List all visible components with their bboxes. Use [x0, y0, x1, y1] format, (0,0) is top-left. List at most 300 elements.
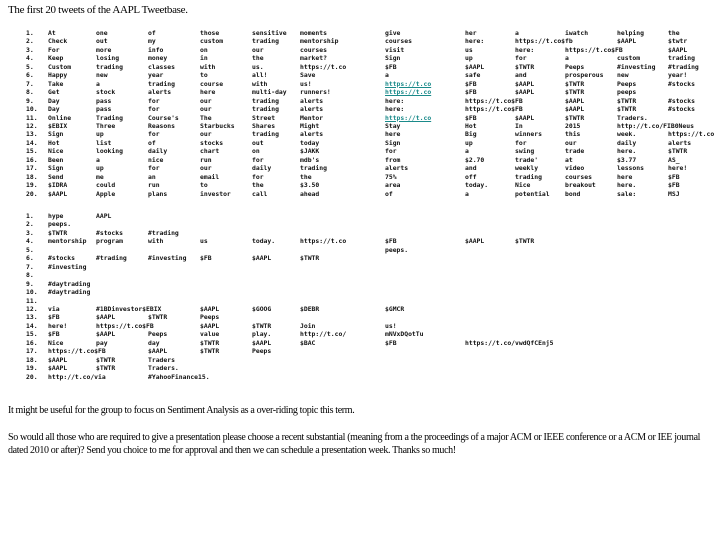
tweet-word: out [96, 37, 108, 46]
tweet-word: $GMCR [385, 304, 405, 313]
tweet-word: looking [96, 147, 123, 156]
tweet-word: a [465, 147, 469, 156]
tweet-word: mdb's [300, 155, 320, 164]
row-number: 17. [26, 347, 38, 356]
tweet-word: trading [252, 96, 279, 105]
tweet-word: for [148, 164, 160, 173]
tweet-word: with [200, 62, 216, 71]
tweet-word: the [252, 181, 264, 190]
tweet-word: $EBIX [48, 121, 68, 130]
tweet-word: alerts [300, 96, 324, 105]
tweet-word: her [465, 29, 477, 37]
tweet-word: #trading [96, 254, 127, 263]
tweet-word: $BAC [300, 338, 316, 347]
tweet-word: $FB [668, 181, 680, 190]
tweet-word: multi-day [252, 88, 287, 97]
tweet-word: $TWTR [515, 237, 535, 246]
tweet-word: $twtr [668, 37, 688, 46]
tweet-word: trading [148, 79, 175, 88]
tweet-word: #stocks [668, 105, 695, 114]
tweet-word: Starbucks [200, 121, 235, 130]
tweet-word: a [96, 155, 100, 164]
tweet-word: Nice [515, 181, 531, 190]
tweet-word: Traders. [148, 364, 179, 373]
tweet-word: peeps. [385, 245, 409, 254]
row-number: 1. [26, 212, 34, 220]
tweet-word: prosperous [565, 71, 604, 80]
paragraph-sentiment-topic: It might be useful for the group to focus on Sentiment Analysis as a over-riding topic this term. [8, 405, 355, 416]
row-number: 15. [26, 147, 38, 156]
row-number: 18. [26, 172, 38, 181]
row-number: 1. [26, 29, 34, 37]
tweet-word: me [96, 172, 104, 181]
tweet-word: weekly [515, 164, 539, 173]
tweet-word: off [465, 172, 477, 181]
tweet-word: $FB [668, 172, 680, 181]
tweet-word: $FB [385, 338, 397, 347]
row-number: 17. [26, 164, 38, 173]
tweet-word: https://t.co [300, 62, 347, 71]
row-number: 20. [26, 189, 38, 198]
tweet-word: could [96, 181, 116, 190]
tweet-word: for [515, 54, 527, 63]
row-number: 19. [26, 181, 38, 190]
document-title: The first 20 tweets of the AAPL Tweetbase. [8, 4, 188, 16]
tweet-word: For [48, 45, 60, 54]
tweet-word: for [515, 138, 527, 147]
tweet-link[interactable]: https://t.co [385, 113, 432, 122]
tweet-word: http://t.co/ [300, 330, 347, 339]
tweet-word: #investing [48, 262, 87, 271]
tweet-word: Three [96, 121, 116, 130]
tweet-word: an [148, 172, 156, 181]
tweet-word: our [200, 130, 212, 139]
tweet-word: $IDRA [48, 181, 68, 190]
tweet-word: today. [252, 237, 276, 246]
tweet-word: for [148, 96, 160, 105]
tweet-word: Hot [48, 138, 60, 147]
tweet-word: $AAPL [200, 321, 220, 330]
tweet-word: $FB [48, 330, 60, 339]
tweet-word: Save [300, 71, 316, 80]
tweet-word: Keep [48, 54, 64, 63]
tweet-word: winners [515, 130, 542, 139]
tweet-word: $AAPL [515, 88, 535, 97]
tweet-word: a [96, 79, 100, 88]
tweet-word: plans [148, 189, 168, 198]
tweet-word: At [48, 29, 56, 37]
tweet-word: peeps. [48, 220, 72, 229]
tweet-word: via [48, 304, 60, 313]
tweet-word: https://t.co$FB [565, 45, 623, 54]
tweet-word: our [252, 45, 264, 54]
tweet-word: peeps [617, 88, 637, 97]
tweet-word: $TWTR [617, 105, 637, 114]
tweet-word: alerts [300, 105, 324, 114]
tweet-word: MSJ [668, 189, 680, 198]
tweet-word: $AAPL [565, 105, 585, 114]
tweet-word: for [148, 130, 160, 139]
row-number: 12. [26, 304, 38, 313]
tweet-link[interactable]: https://t.co [385, 79, 432, 88]
tweet-word: moments [300, 29, 327, 37]
row-number: 19. [26, 364, 38, 373]
tweet-word: Sign [385, 54, 401, 63]
tweet-word: pay [96, 338, 108, 347]
tweet-word: bond [565, 189, 581, 198]
tweet-word: for [252, 172, 264, 181]
tweet-word: Peeps [617, 79, 637, 88]
tweet-word: Day [48, 105, 60, 114]
tweet-word: our [200, 96, 212, 105]
tweet-word: lessons [617, 164, 644, 173]
tweet-word: up [96, 164, 104, 173]
tweet-word: $AAPL [48, 364, 68, 373]
row-number: 3. [26, 228, 34, 237]
tweet-word: $JAKK [300, 147, 320, 156]
tweet-word: hype [48, 212, 64, 220]
tweet-word: trading [668, 54, 695, 63]
tweet-word: trading [515, 172, 542, 181]
tweet-word: #1BDinvestor$EBIX [96, 304, 162, 313]
tweet-word: money [148, 54, 168, 63]
row-number: 2. [26, 220, 34, 229]
tweet-word: a [565, 54, 569, 63]
row-number: 20. [26, 372, 38, 381]
tweet-word: swing [515, 147, 535, 156]
row-number: 4. [26, 237, 34, 246]
tweet-word: $AAPL [48, 355, 68, 364]
tweet-word: my [148, 37, 156, 46]
row-number: 8. [26, 271, 34, 280]
tweet-word: https://t.co$FB [465, 105, 523, 114]
tweet-word: 75% [385, 172, 397, 181]
row-number: 11. [26, 296, 38, 305]
tweet-word: $AAPL [48, 189, 68, 198]
tweet-word: #trading [668, 62, 699, 71]
tweet-word: trading [252, 130, 279, 139]
tweet-word: to [200, 71, 208, 80]
tweet-word: Custom [48, 62, 72, 71]
tweet-word: today. [465, 181, 489, 190]
tweet-word: video [565, 164, 585, 173]
tweet-word: $AAPL [96, 313, 116, 322]
tweet-word: Big [465, 130, 477, 139]
tweet-word: $TWTR [565, 88, 585, 97]
tweet-word: Apple [96, 189, 116, 198]
tweet-word: #daytrading [48, 288, 91, 297]
tweet-word: trading [300, 164, 327, 173]
tweet-word: our [200, 105, 212, 114]
tweet-word: $AAPL [148, 347, 168, 356]
tweet-word: $3.77 [617, 155, 637, 164]
tweet-word: #trading [148, 228, 179, 237]
tweet-word: those [200, 29, 220, 37]
tweet-word: Been [48, 155, 64, 164]
tweet-word: Join [300, 321, 316, 330]
tweet-word: play. [252, 330, 272, 339]
tweet-word: alerts [300, 130, 324, 139]
tweet-word: us [200, 237, 208, 246]
tweet-word: chart [200, 147, 220, 156]
tweet-word: of [148, 138, 156, 147]
tweet-word: here: [385, 96, 405, 105]
tweet-word: Online [48, 113, 72, 122]
tweet-word: in [200, 54, 208, 63]
tweet-word: here [385, 130, 401, 139]
tweet-word: Hot [465, 121, 477, 130]
tweet-word: up [465, 138, 473, 147]
tweet-word: alerts [668, 138, 692, 147]
tweet-word: sensitive [252, 29, 287, 37]
tweet-word: here: [465, 37, 485, 46]
tweet-word: Reasons [148, 121, 175, 130]
tweet-word: daily [148, 147, 168, 156]
tweet-word: with [252, 79, 268, 88]
tweet-word: $AAPL [252, 254, 272, 263]
table-row [0, 373, 720, 382]
tweet-word: daily [252, 164, 272, 173]
table-row [0, 190, 720, 199]
tweet-word: https://t.co [668, 130, 715, 139]
tweet-word: here! [668, 164, 688, 173]
tweet-word: market? [300, 54, 327, 63]
tweet-word: alerts [148, 88, 172, 97]
tweet-word: Peeps [252, 347, 272, 356]
tweet-word: us. [252, 62, 264, 71]
row-number: 12. [26, 121, 38, 130]
tweet-word: the [300, 172, 312, 181]
tweet-word: Happy [48, 71, 68, 80]
tweet-word: sale: [617, 189, 637, 198]
row-number: 13. [26, 313, 38, 322]
tweet-word: losing [96, 54, 120, 63]
tweet-word: Traders. [617, 113, 648, 122]
paragraph-presentation-request: So would all those who are required to give a presentation please choose a recent substantial (meaning from a the proceedings of a major ACM or IEEE conference or a ACM or IEE journal dated 2010 or after)? Send you choice to me for approval and then we can schedule a presentation week. Thanks so much! [8, 432, 701, 456]
row-number: 7. [26, 262, 34, 271]
tweet-word: Day [48, 96, 60, 105]
tweet-word: here: [385, 105, 405, 114]
tweet-word: $TWTR [200, 347, 220, 356]
tweet-word: trade' [515, 155, 539, 164]
tweet-word: $FB [200, 254, 212, 263]
tweet-word: a [465, 189, 469, 198]
tweet-word: give [385, 29, 401, 37]
tweet-word: us [465, 45, 473, 54]
tweet-word: runners! [300, 88, 331, 97]
row-number: 4. [26, 54, 34, 63]
tweet-word: mNVxDQotTu [385, 330, 424, 339]
tweet-word: out [252, 138, 264, 147]
row-number: 10. [26, 288, 38, 297]
row-number: 16. [26, 338, 38, 347]
tweet-word: custom [617, 54, 641, 63]
tweet-word: Sign [385, 138, 401, 147]
tweet-word: $3.50 [300, 181, 320, 190]
tweet-word: $TWTR [300, 254, 320, 263]
tweet-word: #YahooFinance15. [148, 372, 210, 381]
tweet-word: https://t.co$FB [48, 347, 106, 356]
tweet-word: the [668, 29, 680, 37]
tweet-word: #daytrading [48, 279, 91, 288]
tweet-word: for [252, 155, 264, 164]
tweet-word: Nice [48, 338, 64, 347]
tweet-word: course [200, 79, 224, 88]
tweet-word: list [96, 138, 112, 147]
tweet-word: year [148, 71, 164, 80]
tweet-word: here: [515, 45, 535, 54]
row-number: 3. [26, 45, 34, 54]
tweet-word: $AAPL [465, 237, 485, 246]
tweet-word: the [252, 54, 264, 63]
tweet-word: on [200, 45, 208, 54]
tweet-word: $AAPL [565, 96, 585, 105]
tweet-word: $AAPL [200, 304, 220, 313]
tweet-word: Sign [48, 130, 64, 139]
tweet-word: #investing [617, 62, 656, 71]
tweet-word: Stay [385, 121, 401, 130]
tweet-word: #investing [148, 254, 187, 263]
tweet-word: https://t.co$FB [96, 321, 154, 330]
row-number: 5. [26, 62, 34, 71]
tweet-word: trading [96, 62, 123, 71]
tweet-word: $AAPL [515, 113, 535, 122]
row-number: 11. [26, 113, 38, 122]
row-number: 10. [26, 105, 38, 114]
tweet-word: area [385, 181, 401, 190]
tweet-word: $TWTR [515, 62, 535, 71]
tweet-word: $TWTR [148, 313, 168, 322]
tweet-word: iwatch [565, 29, 589, 37]
tweet-word: alerts [385, 164, 409, 173]
tweet-word: trading [252, 37, 279, 46]
tweet-word: one [96, 29, 108, 37]
tweet-word: courses [385, 37, 412, 46]
tweet-word: $AAPL [515, 79, 535, 88]
tweet-word: ahead [300, 189, 320, 198]
tweet-word: $FB [48, 313, 60, 322]
row-number: 8. [26, 88, 34, 97]
tweet-link[interactable]: https://t.co [385, 88, 432, 97]
tweet-word: and [515, 71, 527, 80]
tweet-word: value [200, 330, 220, 339]
tweet-word: pass [96, 96, 112, 105]
tweet-word: our [565, 138, 577, 147]
tweet-word: daily [617, 138, 637, 147]
tweet-word: program [96, 237, 123, 246]
row-number: 5. [26, 245, 34, 254]
row-number: 6. [26, 71, 34, 80]
tweet-word: $TWTR [96, 355, 116, 364]
tweet-word: $TWTR [668, 147, 688, 156]
tweet-word: here. [617, 181, 637, 190]
tweet-word: $DEBR [300, 304, 320, 313]
tweet-word: safe [465, 71, 481, 80]
tweet-word: run [200, 155, 212, 164]
tweet-word: $GOOG [252, 304, 272, 313]
tweet-word: stock [96, 88, 116, 97]
tweet-word: $2.70 [465, 155, 485, 164]
tweet-word: today [300, 138, 320, 147]
tweet-word: for [148, 105, 160, 114]
tweet-word: breakout [565, 181, 596, 190]
row-number: 2. [26, 37, 34, 46]
tweet-word: here [200, 88, 216, 97]
tweet-word: our [200, 164, 212, 173]
tweet-word: Peeps [565, 62, 585, 71]
tweet-word: $TWTR [48, 228, 68, 237]
tweet-word: up [465, 54, 473, 63]
row-number: 9. [26, 96, 34, 105]
tweet-word: $FB [385, 237, 397, 246]
tweet-word: $TWTR [252, 321, 272, 330]
tweet-word: Might [300, 121, 320, 130]
tweet-word: AAPL [96, 212, 112, 220]
tweet-word: $AAPL [668, 45, 688, 54]
tweet-word: Traders [148, 355, 175, 364]
tweet-word: Peeps [148, 330, 168, 339]
tweet-word: 2015 [565, 121, 581, 130]
row-number: 14. [26, 321, 38, 330]
tweet-word: week. [617, 130, 637, 139]
tweet-word: investor [200, 189, 231, 198]
tweet-word: this [565, 130, 581, 139]
tweet-word: Sign [48, 164, 64, 173]
tweet-word: $FB [385, 62, 397, 71]
tweet-word: https://t.co$fb [515, 37, 573, 46]
tweet-word: helping [617, 29, 644, 37]
tweet-word: $FB [465, 79, 477, 88]
tweet-word: all! [252, 71, 268, 80]
tweet-word: day [148, 338, 160, 347]
tweet-word: #stocks [668, 96, 695, 105]
row-number: 18. [26, 355, 38, 364]
tweet-word: Street [252, 113, 276, 122]
tweet-word: a [385, 71, 389, 80]
row-number: 7. [26, 79, 34, 88]
tweet-word: #stocks [96, 228, 123, 237]
tweet-word: The [200, 113, 212, 122]
tweet-word: $AAPL [96, 330, 116, 339]
tweet-word: new [96, 71, 108, 80]
tweet-word: call [252, 189, 268, 198]
tweet-word: year! [668, 71, 688, 80]
row-number: 14. [26, 138, 38, 147]
tweet-word: Check [48, 37, 68, 46]
tweet-word: $TWTR [565, 113, 585, 122]
tweet-word: courses [565, 172, 592, 181]
tweet-word: http://t.co/via [48, 372, 106, 381]
tweet-word: https://t.co$FB [465, 96, 523, 105]
tweet-word: AS_ [668, 155, 680, 164]
tweet-word: $TWTR [617, 96, 637, 105]
row-number: 9. [26, 279, 34, 288]
tweet-word: Course's [148, 113, 179, 122]
tweet-word: Get [48, 88, 60, 97]
tweet-word: $FB [465, 113, 477, 122]
tweet-word: with [148, 237, 164, 246]
tweet-word: Send [48, 172, 64, 181]
tweet-word: visit [385, 45, 405, 54]
tweet-word: Mentor [300, 113, 324, 122]
tweet-word: here [617, 172, 633, 181]
tweet-word: custom [200, 37, 224, 46]
tweet-word: $TWTR [96, 364, 116, 373]
tweet-word: $FB [465, 88, 477, 97]
tweet-word: #stocks [48, 254, 75, 263]
tweet-word: Take [48, 79, 64, 88]
tweet-word: here! [48, 321, 68, 330]
